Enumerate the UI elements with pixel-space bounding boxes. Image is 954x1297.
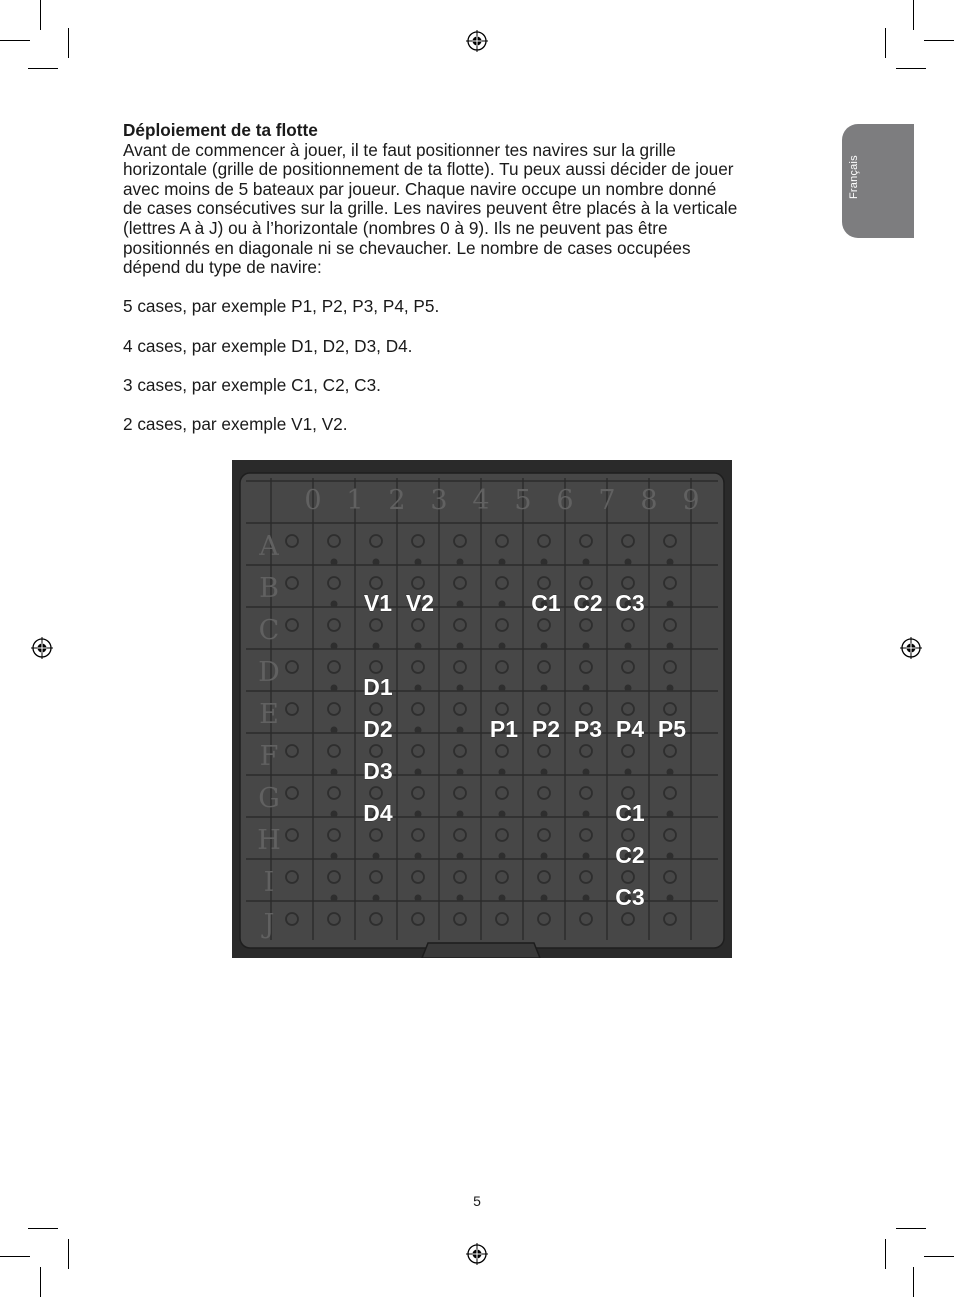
grid-peg xyxy=(541,853,548,860)
crop-mark xyxy=(0,40,30,41)
section-content xyxy=(123,121,823,435)
column-label: 0 xyxy=(304,485,322,516)
grid-peg xyxy=(415,811,422,818)
grid-peg xyxy=(415,769,422,776)
crop-mark xyxy=(0,1256,30,1257)
grid-peg xyxy=(457,601,464,608)
section-title: Déploiement de ta flotte xyxy=(123,120,318,140)
crop-mark xyxy=(896,68,926,69)
column-label: 6 xyxy=(556,485,574,516)
grid-peg xyxy=(415,643,422,650)
grid-peg xyxy=(667,811,674,818)
grid-peg xyxy=(625,685,632,692)
grid-peg xyxy=(415,853,422,860)
ship-label: C2 xyxy=(615,842,645,868)
grid-peg xyxy=(625,559,632,566)
grid-peg xyxy=(373,559,380,566)
grid-peg xyxy=(625,643,632,650)
crop-mark xyxy=(40,0,41,30)
grid-peg xyxy=(583,769,590,776)
intro-line: avec moins de 5 bateaux par joueur. Chaque navire occupe un nombre donné xyxy=(123,178,717,199)
grid-peg xyxy=(499,895,506,902)
grid-peg xyxy=(667,601,674,608)
column-label: 2 xyxy=(388,485,406,516)
grid-peg xyxy=(373,895,380,902)
ship-label: C1 xyxy=(531,590,561,616)
intro-line: dépend du type de navire: xyxy=(123,257,322,278)
example-line: 4 cases, par exemple D1, D2, D3, D4. xyxy=(123,335,413,356)
page-number: 5 xyxy=(473,1193,481,1209)
grid-peg xyxy=(667,895,674,902)
row-label: H xyxy=(257,825,281,856)
grid-peg xyxy=(667,643,674,650)
row-label: G xyxy=(258,783,280,814)
ship-label: C3 xyxy=(615,884,645,910)
grid-peg xyxy=(499,769,506,776)
grid-peg xyxy=(457,769,464,776)
crop-mark xyxy=(885,28,886,58)
ship-label: P5 xyxy=(657,716,687,742)
intro-line: de cases consécutives sur la grille. Les navires peuvent être placés à la verticale xyxy=(123,198,738,219)
registration-mark-icon xyxy=(900,637,922,659)
crop-mark xyxy=(924,1256,954,1257)
ship-label: P4 xyxy=(615,716,645,742)
grid-peg xyxy=(541,685,548,692)
row-label: C xyxy=(258,615,280,646)
crop-mark xyxy=(68,1239,69,1269)
grid-peg xyxy=(373,643,380,650)
row-label: D xyxy=(258,657,280,688)
grid-peg xyxy=(457,895,464,902)
crop-mark xyxy=(924,40,954,41)
example-line: 5 cases, par exemple P1, P2, P3, P4, P5. xyxy=(123,296,440,317)
grid-peg xyxy=(331,769,338,776)
grid-peg xyxy=(331,685,338,692)
grid-peg xyxy=(373,853,380,860)
registration-mark-icon xyxy=(466,1243,488,1265)
row-label: E xyxy=(259,699,279,730)
crop-mark xyxy=(40,1267,41,1297)
registration-mark-icon xyxy=(31,637,53,659)
registration-mark-icon xyxy=(466,30,488,52)
crop-mark xyxy=(28,68,58,69)
crop-mark xyxy=(885,1239,886,1269)
example-line: 2 cases, par exemple V1, V2. xyxy=(123,413,348,434)
column-label: 5 xyxy=(514,485,532,516)
grid-peg xyxy=(499,685,506,692)
grid-peg xyxy=(415,895,422,902)
row-label: J xyxy=(263,909,275,940)
intro-line: (lettres A à J) ou à l’horizontale (nombres 0 à 9). Ils ne peuvent pas être xyxy=(123,217,668,238)
grid-peg xyxy=(583,559,590,566)
language-tab xyxy=(842,124,914,238)
grid-peg xyxy=(499,559,506,566)
grid-peg xyxy=(331,895,338,902)
grid-peg xyxy=(667,853,674,860)
ship-label: D1 xyxy=(363,674,393,700)
grid-peg xyxy=(457,727,464,734)
crop-mark xyxy=(68,28,69,58)
language-tab-label: Français xyxy=(848,155,860,199)
grid-peg xyxy=(415,685,422,692)
grid-peg xyxy=(499,811,506,818)
ship-label: D3 xyxy=(363,758,393,784)
grid-peg xyxy=(415,559,422,566)
ship-label: V1 xyxy=(363,590,393,616)
grid-peg xyxy=(667,685,674,692)
ship-label: C2 xyxy=(573,590,603,616)
grid-peg xyxy=(331,601,338,608)
intro-line: horizontale (grille de positionnement de ta flotte). Tu peux aussi décider de jouer xyxy=(123,159,734,180)
grid-peg xyxy=(499,601,506,608)
grid-peg xyxy=(541,811,548,818)
ship-label: C3 xyxy=(615,590,645,616)
ship-label: P2 xyxy=(531,716,561,742)
grid-peg xyxy=(457,853,464,860)
grid-peg xyxy=(457,559,464,566)
ship-label: P3 xyxy=(573,716,603,742)
grid-peg xyxy=(583,811,590,818)
grid-peg xyxy=(667,769,674,776)
grid-peg xyxy=(541,559,548,566)
board-latch xyxy=(422,943,540,958)
grid-peg xyxy=(331,643,338,650)
row-label: F xyxy=(259,741,279,772)
column-label: 8 xyxy=(640,485,658,516)
column-label: 9 xyxy=(682,485,700,516)
row-label: A xyxy=(259,531,279,562)
grid-peg xyxy=(415,727,422,734)
grid-peg xyxy=(331,811,338,818)
grid-peg xyxy=(457,811,464,818)
grid-peg xyxy=(583,685,590,692)
grid-peg xyxy=(625,769,632,776)
ship-label: D4 xyxy=(363,800,393,826)
intro-line: positionnés en diagonale ni se chevaucher. Le nombre de cases occupées xyxy=(123,237,691,258)
column-label: 7 xyxy=(598,485,616,516)
grid-peg xyxy=(457,643,464,650)
grid-peg xyxy=(541,895,548,902)
grid-peg xyxy=(331,853,338,860)
column-label: 1 xyxy=(346,485,364,516)
grid-peg xyxy=(667,559,674,566)
crop-mark xyxy=(28,1228,58,1229)
crop-mark xyxy=(896,1228,926,1229)
grid-peg xyxy=(331,727,338,734)
grid-peg xyxy=(499,853,506,860)
grid-peg xyxy=(457,685,464,692)
grid-peg xyxy=(541,769,548,776)
example-line: 3 cases, par exemple C1, C2, C3. xyxy=(123,374,381,395)
column-label: 4 xyxy=(472,485,490,516)
crop-mark xyxy=(913,1267,914,1297)
ship-label: V2 xyxy=(405,590,435,616)
grid-peg xyxy=(331,559,338,566)
ship-label: P1 xyxy=(489,716,519,742)
row-label: I xyxy=(263,867,275,898)
crop-mark xyxy=(913,0,914,30)
ship-label: D2 xyxy=(363,716,393,742)
intro-paragraph xyxy=(123,141,823,278)
fleet-placement-board xyxy=(232,460,732,958)
row-label: B xyxy=(259,573,279,604)
intro-line: Avant de commencer à jouer, il te faut positionner tes navires sur la grille xyxy=(123,139,676,160)
grid-peg xyxy=(499,643,506,650)
grid-peg xyxy=(583,895,590,902)
grid-peg xyxy=(583,643,590,650)
grid-peg xyxy=(541,643,548,650)
ship-label: C1 xyxy=(615,800,645,826)
grid-peg xyxy=(583,853,590,860)
column-label: 3 xyxy=(430,485,448,516)
